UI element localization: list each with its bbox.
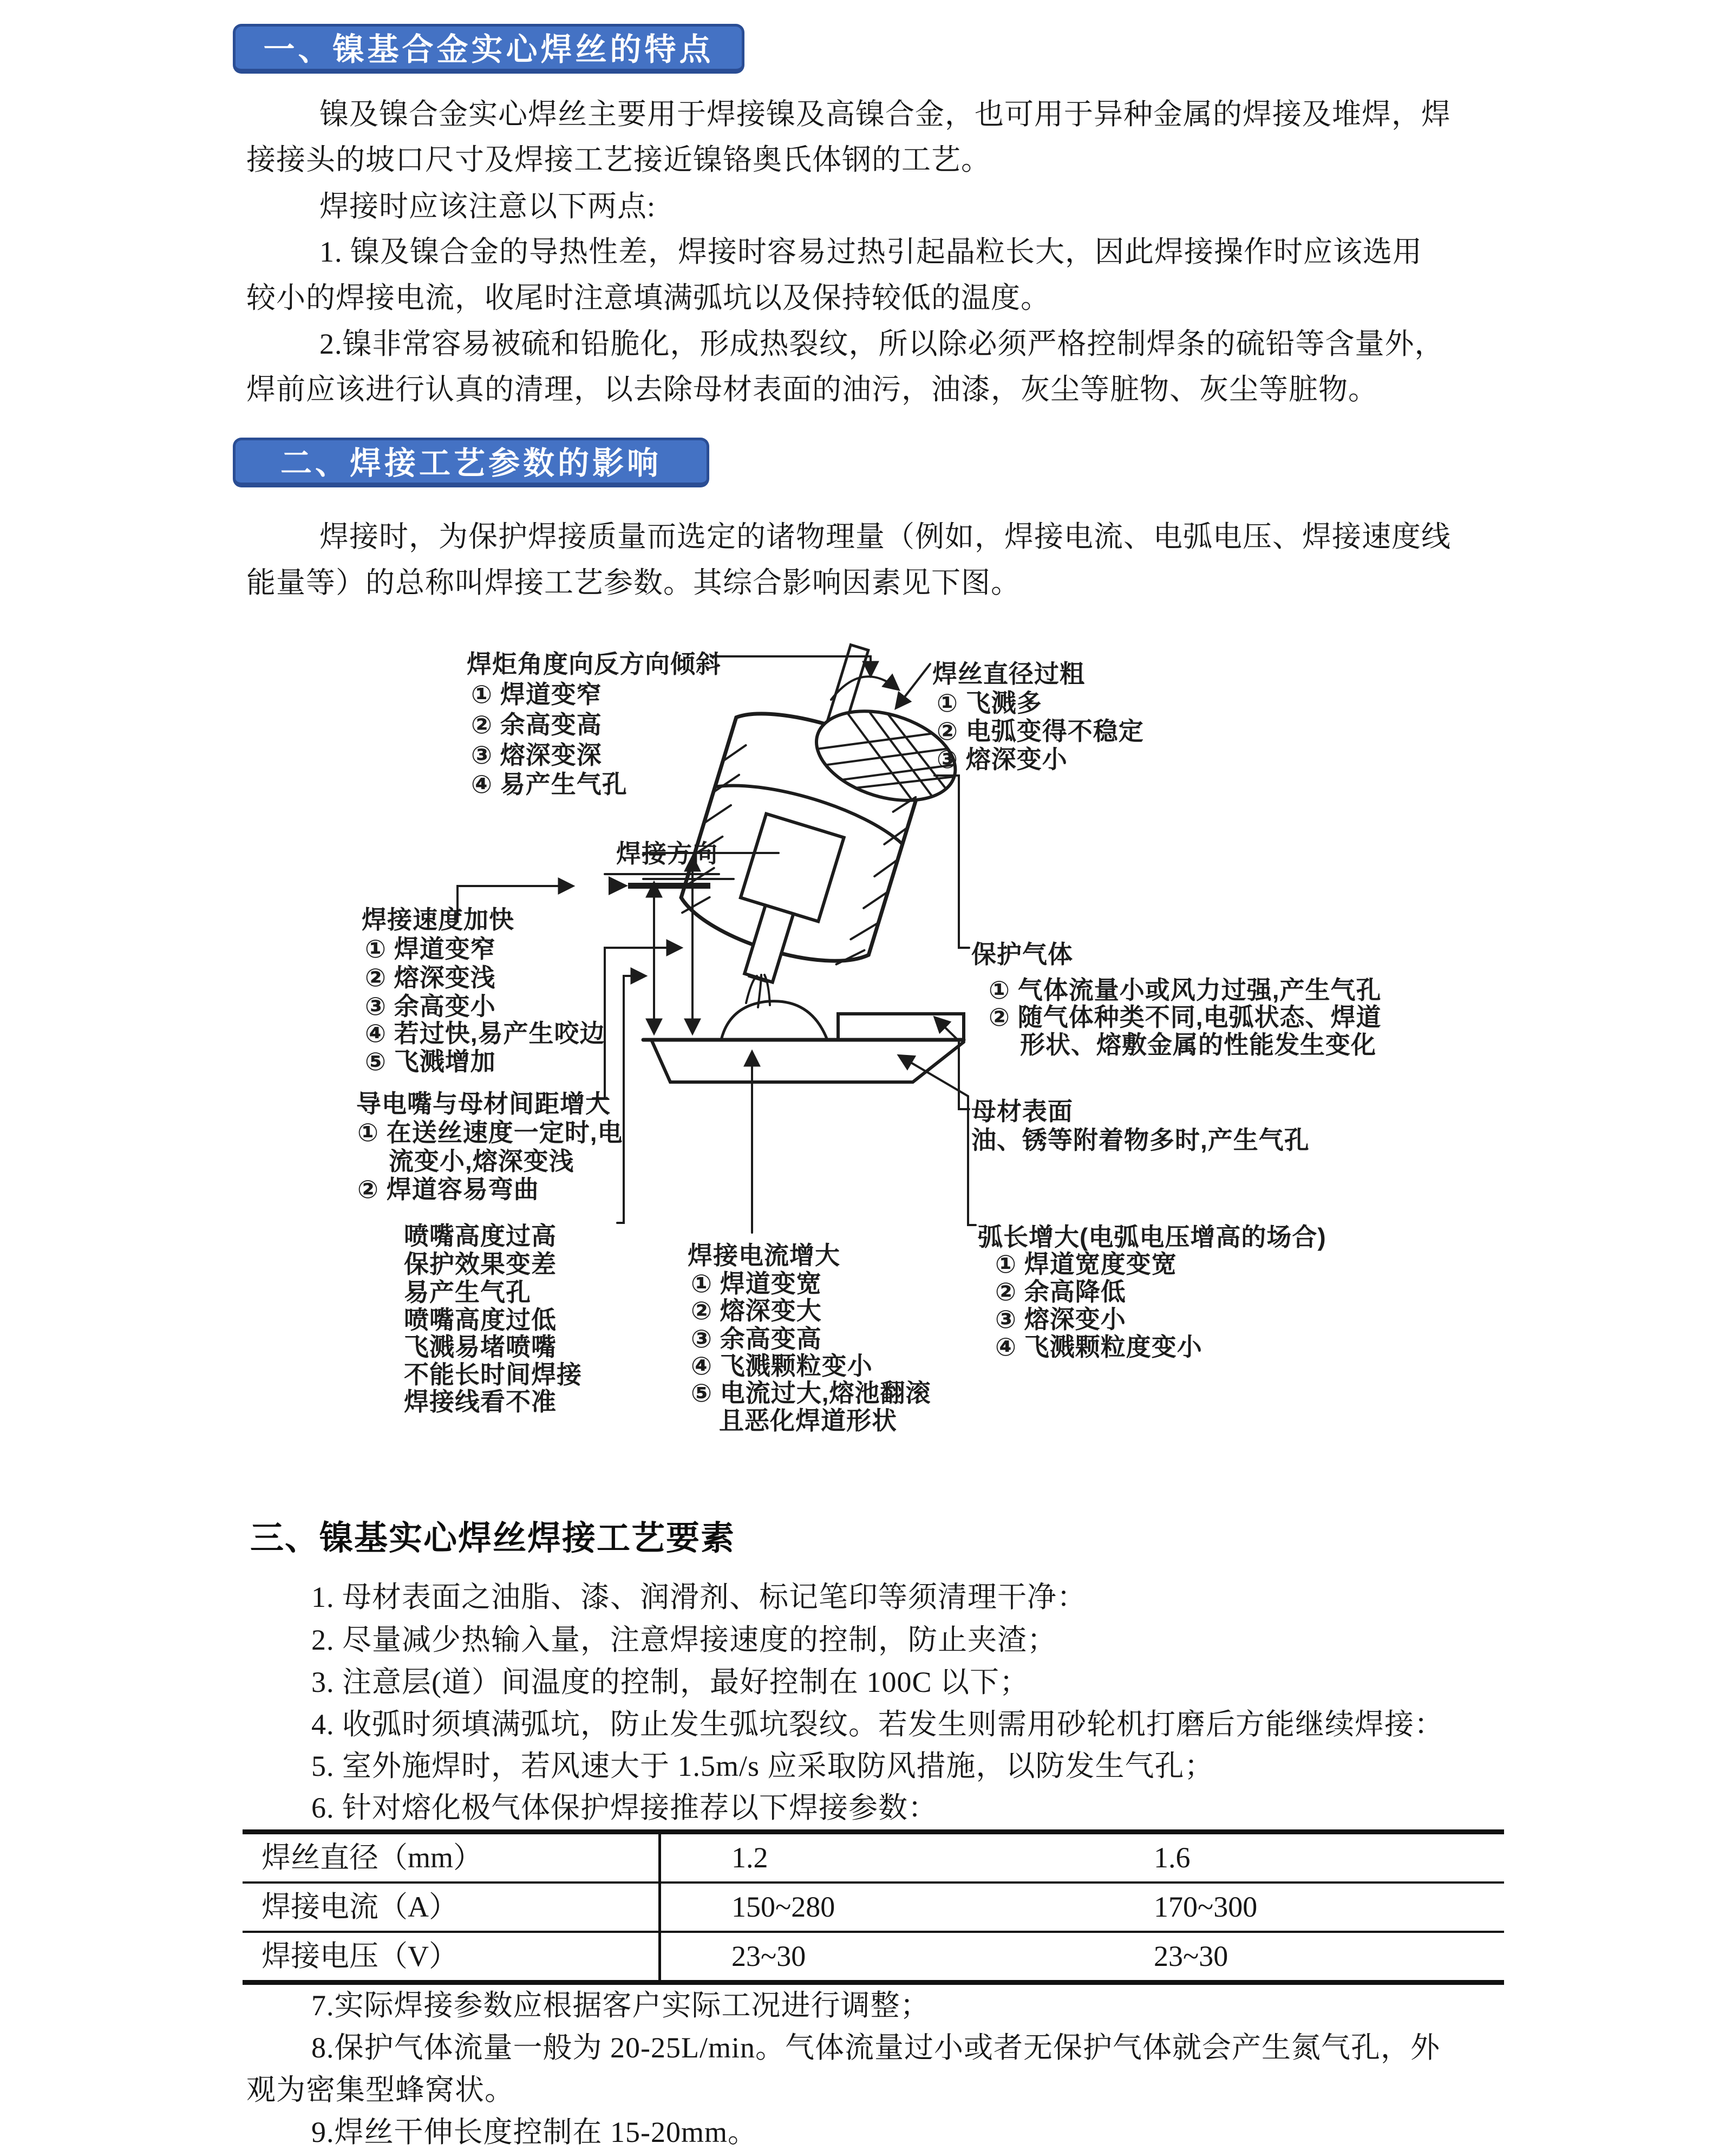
diagram-label: ① 焊道变宽 bbox=[691, 1269, 822, 1298]
diagram-label: ③ 熔深变小 bbox=[995, 1305, 1126, 1333]
diagram-label: ③ 余高变小 bbox=[365, 992, 496, 1020]
diagram-label: ① 飞溅多 bbox=[937, 689, 1042, 717]
list-item: 4. 收弧时须填满弧坑，防止发生弧坑裂纹。若发生则需用砂轮机打磨后方能继续焊接： bbox=[311, 1708, 1444, 1741]
diagram-label-torch-angle-title: 焊炬角度向反方向倾斜 bbox=[467, 650, 721, 678]
diagram-label: ⑤ 飞溅增加 bbox=[365, 1047, 496, 1076]
list-item: 3. 注意层(道）间温度的控制，最好控制在 100C 以下； bbox=[311, 1666, 1029, 1698]
table-row bbox=[243, 1834, 1504, 1884]
table-cell: 1.6 bbox=[1154, 1841, 1191, 1874]
table-cell: 170~300 bbox=[1154, 1891, 1258, 1923]
diagram-label: ② 余高降低 bbox=[995, 1278, 1126, 1306]
diagram-label: 保护效果变差 bbox=[404, 1250, 557, 1278]
diagram-label: ② 熔深变大 bbox=[691, 1297, 822, 1325]
diagram-label: ④ 若过快,易产生咬边 bbox=[365, 1019, 605, 1047]
welding-parameters-diagram bbox=[325, 623, 1408, 1489]
diagram-label: 油、锈等附着物多时,产生气孔 bbox=[971, 1126, 1310, 1154]
diagram-label: ① 在送丝速度一定时,电 bbox=[357, 1118, 623, 1147]
table-cell: 焊接电压（V） bbox=[243, 1933, 661, 1980]
diagram-label: ① 气体流量小或风力过强,产生气孔 bbox=[989, 976, 1382, 1004]
diagram-label: 形状、熔敷金属的性能发生变化 bbox=[1020, 1031, 1376, 1059]
table-cell: 1.2 bbox=[731, 1841, 768, 1874]
list-item: 观为密集型蜂窝状。 bbox=[246, 2074, 514, 2106]
table-cell: 焊丝直径（mm） bbox=[243, 1834, 661, 1881]
table-row bbox=[243, 1884, 1504, 1933]
list-item: 7.实际焊接参数应根据客户实际工况进行调整； bbox=[311, 1989, 930, 2022]
section1-banner: 一、镍基合金实心焊丝的特点 bbox=[233, 24, 744, 74]
diagram-label: ① 焊道宽度变宽 bbox=[995, 1250, 1177, 1278]
list-item: 5. 室外施焊时，若风速大于 1.5m/s 应采取防风措施，以防发生气孔； bbox=[311, 1750, 1214, 1782]
diagram-label: ② 焊道容易弯曲 bbox=[357, 1175, 539, 1203]
diagram-label: ② 余高变高 bbox=[471, 711, 602, 739]
para-line: 1. 镍及镍合金的导热性差，焊接时容易过热引起晶粒长大，因此焊接操作时应该选用 bbox=[319, 236, 1422, 268]
diagram-label-weld-speed-title: 焊接速度加快 bbox=[362, 906, 514, 934]
diagram-label: ④ 飞溅颗粒变小 bbox=[691, 1352, 873, 1380]
para-line: 能量等）的总称叫焊接工艺参数。其综合影响因素见下图。 bbox=[246, 566, 1021, 599]
diagram-label: 流变小,熔深变浅 bbox=[389, 1147, 574, 1175]
para-line: 镍及镍合金实心焊丝主要用于焊接镍及高镍合金，也可用于异种金属的焊接及堆焊，焊 bbox=[319, 98, 1451, 131]
table-cell: 23~30 bbox=[1154, 1940, 1228, 1972]
diagram-label-wire-diameter-title: 焊丝直径过粗 bbox=[932, 660, 1085, 688]
diagram-label: 且恶化焊道形状 bbox=[719, 1406, 897, 1435]
table-row bbox=[243, 1933, 1504, 1980]
diagram-label: 不能长时间焊接 bbox=[404, 1360, 582, 1389]
list-item: 8.保护气体流量一般为 20-25L/min。气体流量过小或者无保护气体就会产生氮气孔，外 bbox=[311, 2031, 1440, 2064]
diagram-label: ④ 飞溅颗粒度变小 bbox=[995, 1333, 1202, 1361]
table-cell: 焊接电流（A） bbox=[243, 1884, 661, 1931]
diagram-label: 易产生气孔 bbox=[404, 1278, 531, 1306]
diagram-label: 焊接线看不准 bbox=[404, 1388, 557, 1416]
diagram-label: ② 随气体种类不同,电弧状态、焊道 bbox=[989, 1003, 1382, 1031]
diagram-label: ③ 余高变高 bbox=[691, 1325, 822, 1353]
table-cell: 150~280 bbox=[731, 1891, 835, 1923]
list-item: 2. 尽量减少热输入量，注意焊接速度的控制，防止夹渣； bbox=[311, 1624, 1057, 1656]
diagram-label: ③ 熔深变小 bbox=[937, 745, 1068, 773]
para-line: 较小的焊接电流，收尾时注意填满弧坑以及保持较低的温度。 bbox=[246, 282, 1050, 314]
diagram-label: ④ 易产生气孔 bbox=[471, 770, 628, 798]
section2-banner: 二、焊接工艺参数的影响 bbox=[233, 438, 709, 487]
para-line: 2.镍非常容易被硫和铅脆化，形成热裂纹，所以除必须严格控制焊条的硫铅等含量外， bbox=[319, 328, 1445, 360]
diagram-label: ② 熔深变浅 bbox=[365, 963, 496, 992]
para-line: 焊前应该进行认真的清理，以去除母材表面的油污，油漆，灰尘等脏物、灰尘等脏物。 bbox=[246, 373, 1378, 406]
list-item: 9.焊丝干伸长度控制在 15-20mm。 bbox=[311, 2116, 757, 2148]
diagram-label: ① 焊道变窄 bbox=[365, 935, 496, 963]
list-item: 6. 针对熔化极气体保护焊接推荐以下焊接参数： bbox=[311, 1792, 938, 1824]
diagram-label-weld-direction: 焊接方向 bbox=[616, 839, 718, 868]
table-cell: 23~30 bbox=[731, 1940, 806, 1972]
diagram-label-current-title: 焊接电流增大 bbox=[688, 1241, 840, 1269]
welding-parameters-table bbox=[243, 1829, 1504, 1985]
diagram-label: 飞溅易堵喷嘴 bbox=[404, 1333, 557, 1361]
diagram-label-shield-gas-title: 保护气体 bbox=[971, 940, 1073, 968]
diagram-label: ② 电弧变得不稳定 bbox=[937, 717, 1144, 745]
para-line: 接接头的坡口尺寸及焊接工艺接近镍铬奥氏体钢的工艺。 bbox=[246, 144, 991, 176]
section3-heading: 三、镍基实心焊丝焊接工艺要素 bbox=[250, 1520, 736, 1557]
diagram-label: 喷嘴高度过低 bbox=[404, 1306, 557, 1334]
diagram-label-arc-length-title: 弧长增大(电弧电压增高的场合) bbox=[978, 1223, 1326, 1251]
para-line: 焊接时应该注意以下两点: bbox=[319, 190, 656, 223]
diagram-label: ① 焊道变窄 bbox=[471, 680, 602, 708]
diagram-label-nozzle: 喷嘴高度过高 bbox=[404, 1222, 557, 1250]
diagram-label-contact-tip-title: 导电嘴与母材间距增大 bbox=[356, 1090, 611, 1118]
diagram-label: ⑤ 电流过大,熔池翻滚 bbox=[691, 1379, 931, 1407]
diagram-label-base-metal-title: 母材表面 bbox=[971, 1097, 1073, 1125]
para-line: 焊接时，为保护焊接质量而选定的诸物理量（例如，焊接电流、电弧电压、焊接速度线 bbox=[319, 520, 1451, 553]
list-item: 1. 母材表面之油脂、漆、润滑剂、标记笔印等须清理干净： bbox=[311, 1581, 1087, 1613]
diagram-label: ③ 熔深变深 bbox=[471, 741, 602, 769]
